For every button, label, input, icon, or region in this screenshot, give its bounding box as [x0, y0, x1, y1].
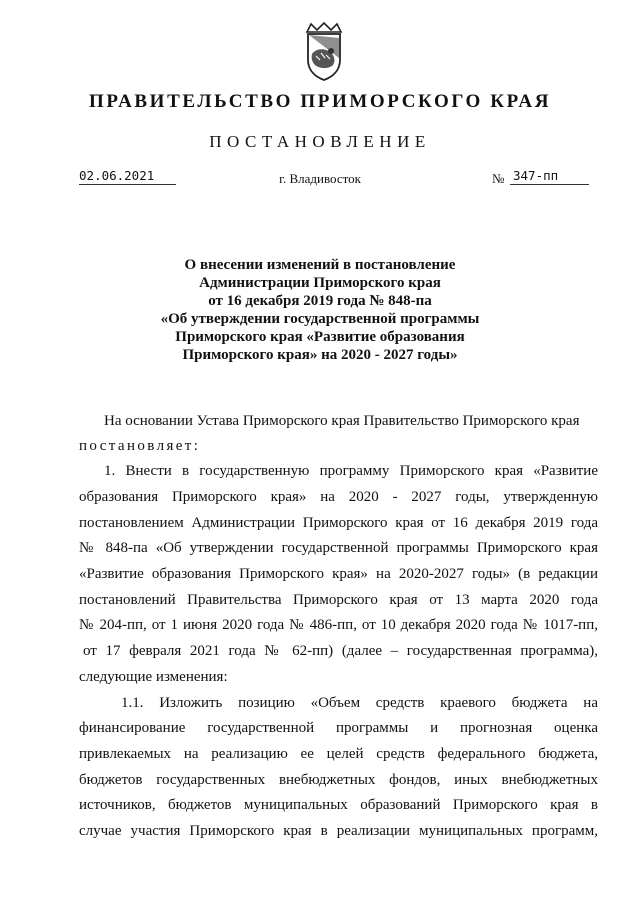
body-line: привлекаемых на реализацию ее целей средств федерального бюджета,	[79, 746, 598, 762]
body-line: бюджетов государственных внебюджетных фондов, иных внебюджетных	[79, 772, 598, 788]
subject-line: Администрации Приморского края	[199, 275, 441, 291]
body-line: от 17 февраля 2021 года № 62-пп) (далее – государственная программа),	[83, 643, 598, 659]
document-city: г. Владивосток	[279, 171, 361, 186]
body-line: источников, бюджетов муниципальных образований Приморского края в	[79, 797, 598, 813]
body-line: «Развитие образования Приморского края» на 2020-2027 годы» (в редакции	[79, 566, 598, 582]
document-type: ПОСТАНОВЛЕНИЕ	[209, 132, 431, 151]
subject-line: от 16 декабря 2019 года № 848-па	[208, 293, 432, 309]
document-subject	[0, 256, 640, 364]
document-number: 347-пп	[510, 168, 589, 185]
body-line: следующие изменения:	[79, 669, 228, 685]
body-line: финансирование государственной программы и прогнозная оценка	[79, 720, 598, 736]
government-name: ПРАВИТЕЛЬСТВО ПРИМОРСКОГО КРАЯ	[88, 91, 552, 112]
document-number-label: №	[492, 171, 505, 186]
subject-line: Приморского края «Развитие образования	[175, 329, 465, 345]
body-line: № 204-пп, от 1 июня 2020 года № 486-пп, от 10 декабря 2020 года № 1017-пп,	[79, 617, 598, 633]
body-line: постановлений Правительства Приморского края от 13 марта 2020 года	[79, 592, 598, 608]
body-line: № 848-па «Об утверждении государственной программы Приморского края	[79, 540, 598, 556]
body-line: постановляет:	[79, 438, 201, 454]
subject-line: О внесении изменений в постановление	[184, 257, 456, 273]
body-line: постановлением Администрации Приморского края от 16 декабря 2019 года	[79, 515, 598, 531]
coat-of-arms-tiger-icon	[299, 22, 349, 82]
body-line: На основании Устава Приморского края Правительство Приморского края	[104, 413, 580, 429]
body-line: 1. Внести в государственную программу Приморского края «Развитие	[104, 463, 598, 479]
subject-line: «Об утверждении государственной программы	[160, 311, 480, 327]
document-date: 02.06.2021	[79, 168, 176, 185]
body-line: образования Приморского края» на 2020 - 2027 годы, утвержденную	[79, 489, 598, 505]
body-line: 1.1. Изложить позицию «Объем средств краевого бюджета на	[121, 695, 598, 711]
body-line: случае участия Приморского края в реализации муниципальных программ,	[79, 823, 598, 839]
subject-line: Приморского края» на 2020 - 2027 годы»	[182, 347, 458, 363]
